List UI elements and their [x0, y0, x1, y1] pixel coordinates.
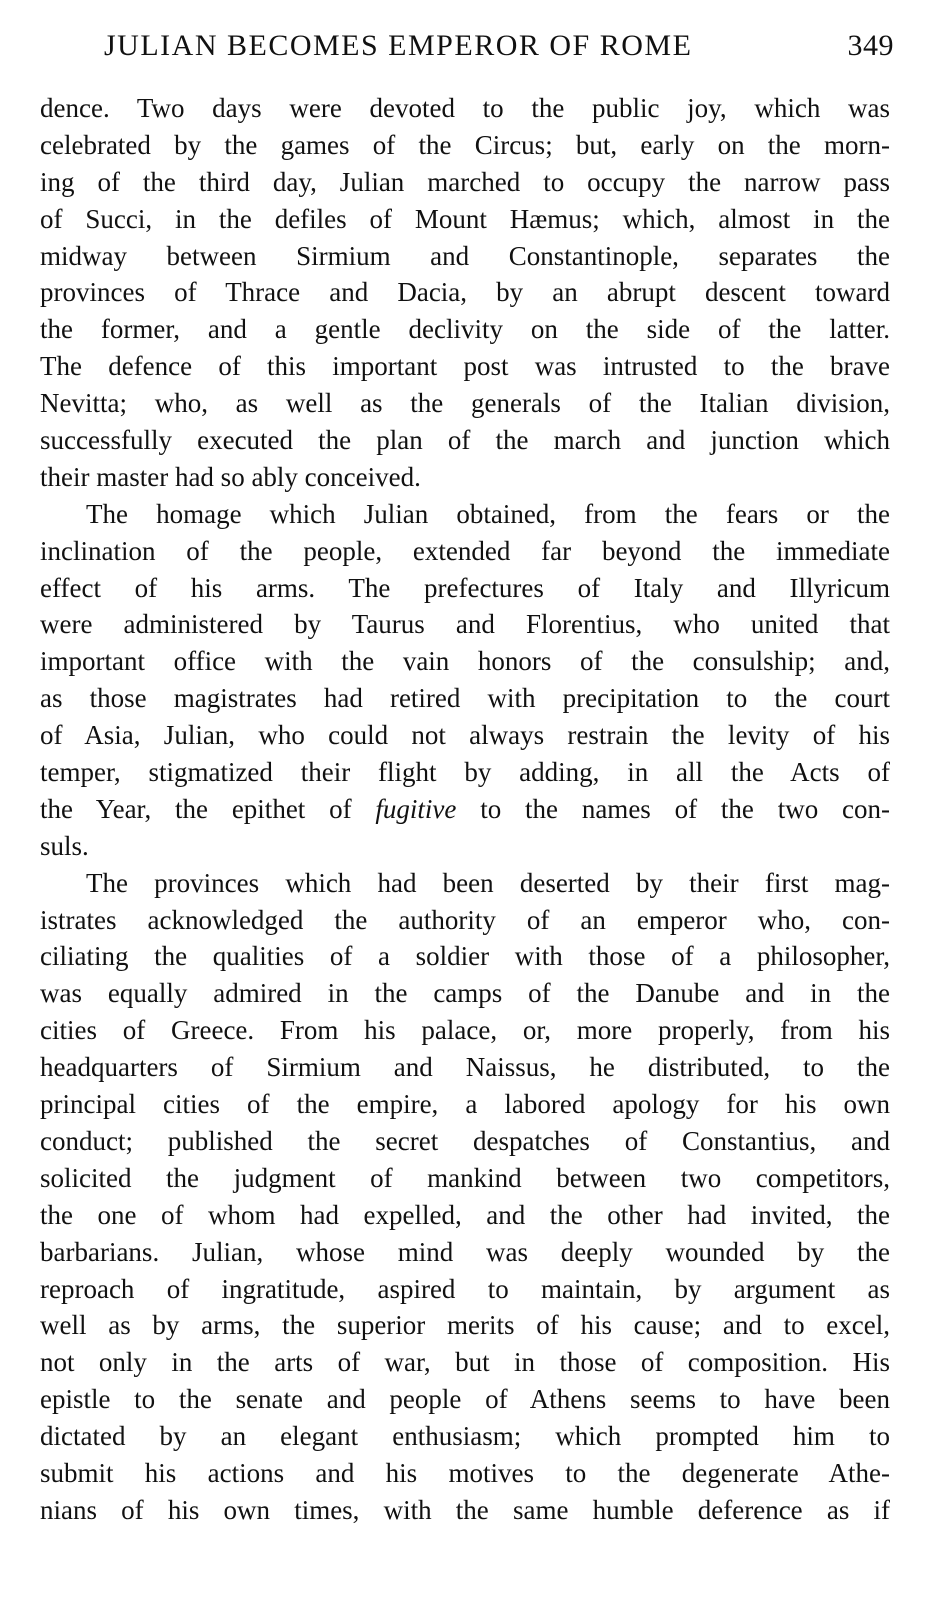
page-number: 349 [847, 29, 894, 62]
text-line: nians of his own times, with the same humble deference as if [40, 1494, 890, 1525]
text-line: headquarters of Sirmium and Naissus, he distributed, to the [40, 1052, 890, 1083]
text-line: dence. Two days were devoted to the public joy, which was [40, 93, 890, 123]
text-line: cities of Greece. From his palace, or, more properly, from his [40, 1015, 890, 1046]
text-line: effect of his arms. The prefectures of Italy and Illyricum [40, 572, 890, 603]
text-line: barbarians. Julian, whose mind was deeply wounded by the [40, 1236, 890, 1267]
text-line: provinces of Thrace and Dacia, by an abrupt descent toward [40, 277, 890, 308]
text-line: principal cities of the empire, a labored apology for his own [40, 1089, 890, 1120]
text-line-epithet [40, 791, 890, 828]
text-line: submit his actions and his motives to the degenerate Athe- [40, 1457, 890, 1488]
text-line: of Succi, in the defiles of Mount Hæmus; which, almost in the [40, 203, 890, 234]
text-line: the one of whom had expelled, and the other had invited, the [40, 1199, 890, 1230]
text-line: successfully executed the plan of the march and junction which [40, 425, 890, 456]
text-line: well as by arms, the superior merits of his cause; and to excel, [40, 1310, 890, 1341]
running-head [104, 26, 894, 66]
running-title: JULIAN BECOMES EMPEROR OF ROME [104, 29, 693, 62]
text-line: dictated by an elegant enthusiasm; which prompted him to [40, 1421, 890, 1452]
text-line: the former, and a gentle declivity on the side of the latter. [40, 314, 890, 345]
text-line: conduct; published the secret despatches of Constantius, and [40, 1125, 890, 1156]
text-line: were administered by Taurus and Florentius, who united that [40, 609, 890, 640]
text-line: their master had so ably conceived. [40, 461, 421, 492]
text-line: ing of the third day, Julian marched to occupy the narrow pass [40, 166, 890, 197]
text-line: ciliating the qualities of a soldier with those of a philosopher, [40, 941, 890, 972]
text-line: The defence of this important post was intrusted to the brave [40, 351, 890, 382]
text-line: was equally admired in the camps of the Danube and in the [40, 978, 890, 1009]
text-line: inclination of the people, extended far beyond the immediate [40, 535, 890, 566]
text-fragment: to the names of the two con- [480, 793, 890, 824]
text-line: The provinces which had been deserted by their first mag- [86, 867, 890, 898]
text-line: not only in the arts of war, but in those of composition. His [40, 1347, 890, 1378]
text-line: important office with the vain honors of the consulship; and, [40, 646, 890, 677]
text-line: epistle to the senate and people of Athens seems to have been [40, 1384, 890, 1415]
text-line: as those magistrates had retired with precipitation to the court [40, 683, 890, 714]
text-line: celebrated by the games of the Circus; but, early on the morn- [40, 129, 890, 160]
paragraph-2 [40, 496, 890, 865]
text-line: midway between Sirmium and Constantinople, separates the [40, 240, 890, 271]
text-line: solicited the judgment of mankind between two competitors, [40, 1162, 890, 1193]
paragraph-3 [40, 865, 890, 1529]
text-line: istrates acknowledged the authority of an emperor who, con- [40, 904, 890, 935]
text-line: Nevitta; who, as well as the generals of the Italian division, [40, 388, 890, 419]
text-fragment: the Year, the epithet of [40, 793, 352, 824]
text-line: temper, stigmatized their flight by adding, in all the Acts of [40, 757, 890, 788]
text-line: reproach of ingratitude, aspired to maintain, by argument as [40, 1273, 890, 1304]
text-line: The homage which Julian obtained, from the fears or the [86, 498, 890, 529]
text-line: suls. [40, 830, 89, 861]
paragraph-1 [40, 90, 890, 496]
body-text [40, 90, 890, 1529]
italic-word: fugitive [375, 793, 457, 824]
text-line: of Asia, Julian, who could not always restrain the levity of his [40, 720, 890, 751]
